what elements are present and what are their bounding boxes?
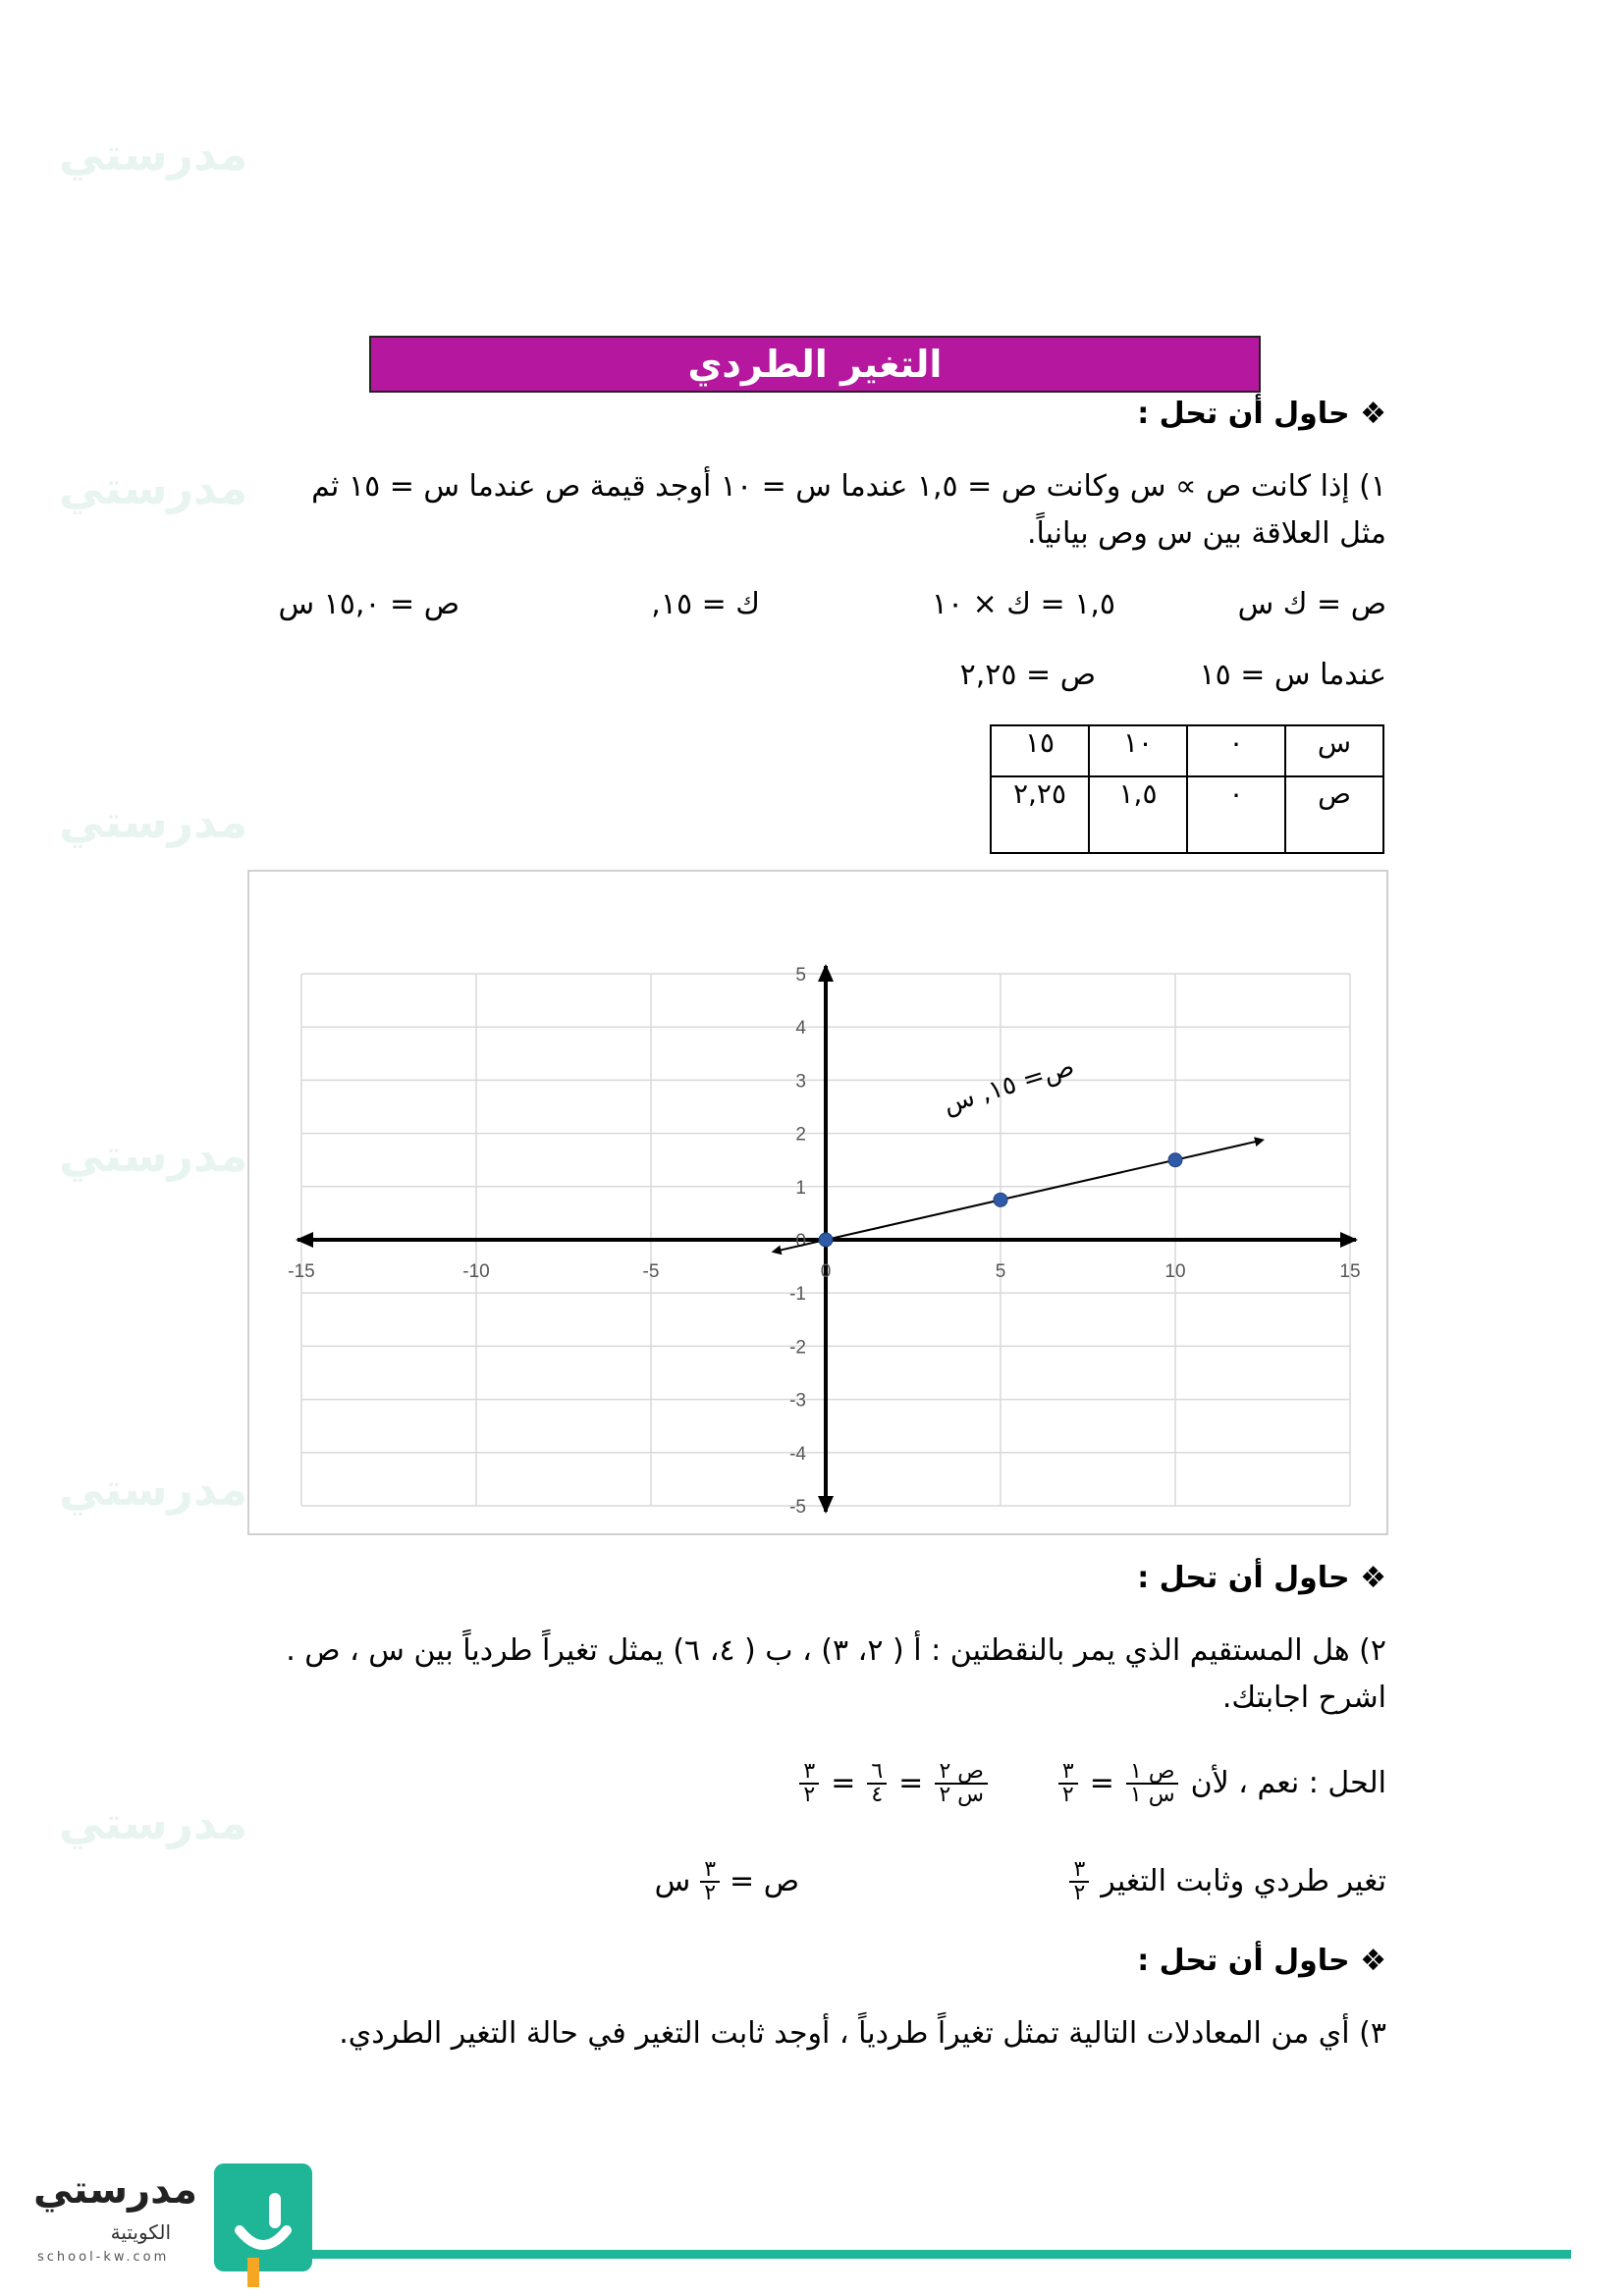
y-tick-label: -4 <box>789 1443 806 1465</box>
q2-y-equals: ص = <box>730 1864 799 1898</box>
table-row <box>991 776 1383 853</box>
chart-annotation: ص= ١٥, س <box>940 1051 1078 1120</box>
equals-sign: = <box>831 1766 856 1800</box>
fraction-numerator: ٣ <box>700 1859 720 1883</box>
q2-equation <box>655 1859 799 1904</box>
footer-logo <box>33 2160 279 2287</box>
page-title-banner <box>369 336 1261 393</box>
table-cell: ص <box>1285 776 1383 853</box>
fraction-y2-x2 <box>935 1761 988 1806</box>
fraction-denominator: ٢ <box>1061 1783 1074 1807</box>
data-point <box>994 1193 1007 1206</box>
q2-line-1: ٢) هل المستقيم الذي يمر بالنقطتين : أ ( ٢، ٣) ، ب ( ٤، ٦) يمثل تغيراً طردياً بين س ، ص . <box>286 1633 1386 1668</box>
q1-solution-b: ١,٥ = ك × ١٠ <box>931 587 1115 621</box>
footer-divider <box>295 2250 1571 2259</box>
q1-line-1: ١) إذا كانت ص ∝ س وكانت ص = ١,٥ عندما س = ١٠ أوجد قيمة ص عندما س = ١٥ ثم <box>311 469 1386 504</box>
y-tick-label: 1 <box>795 1177 806 1199</box>
page-title: التغير الطردي <box>687 343 943 386</box>
fraction-denominator: س ٢ <box>939 1783 984 1807</box>
q3-line-1: ٣) أي من المعادلات التالية تمثل تغيراً طردياً ، أوجد ثابت التغير في حالة التغير الطردي. <box>339 2016 1386 2051</box>
fraction-three-two <box>1058 1761 1078 1806</box>
fraction-three-two <box>700 1859 720 1904</box>
q1-solution-f: ص = ٢,٢٥ <box>959 658 1096 692</box>
x-tick-label: -15 <box>288 1261 315 1282</box>
q2-solution-row-1 <box>1058 1761 1386 1806</box>
y-tick-label: -1 <box>789 1284 806 1306</box>
logo-text: مدرستي <box>33 2167 198 2213</box>
fraction-denominator: س ١ <box>1129 1783 1175 1807</box>
logo-subtext: الكويتية <box>110 2220 171 2244</box>
fraction-numerator: ص ١ <box>1126 1761 1178 1785</box>
q2-conclusion: تغير طردي وثابت التغير <box>1101 1864 1386 1898</box>
watermark: مدرستي <box>59 1463 248 1516</box>
section-heading-1: ❖ حاول أن تحل : <box>1137 397 1386 431</box>
q2-solution-row-2 <box>1069 1859 1386 1904</box>
watermark: مدرستي <box>59 461 248 514</box>
y-tick-label: 4 <box>795 1018 806 1040</box>
fraction-denominator: ٢ <box>1073 1881 1086 1905</box>
table-cell: ١,٥ <box>1089 776 1187 853</box>
fraction-numerator: ٣ <box>799 1761 819 1785</box>
fraction-three-two <box>1069 1859 1089 1904</box>
fraction-six-four <box>867 1761 887 1806</box>
section-heading-2: ❖ حاول أن تحل : <box>1137 1561 1386 1595</box>
q1-line-2: مثل العلاقة بين س وص بيانياً. <box>1026 516 1386 551</box>
fraction-denominator: ٢ <box>803 1783 816 1807</box>
fraction-y1-x1 <box>1126 1761 1179 1806</box>
equals-sign: = <box>898 1766 924 1800</box>
watermark: مدرستي <box>59 795 248 848</box>
x-tick-label: 0 <box>820 1261 832 1282</box>
y-tick-label: -3 <box>789 1390 806 1412</box>
fraction-numerator: ٣ <box>1058 1761 1078 1785</box>
q1-solution-c: ك = ١٥, <box>651 587 760 621</box>
logo-mark-icon <box>177 2163 314 2287</box>
table-cell: ١٥ <box>991 725 1089 776</box>
y-tick-label: 5 <box>795 965 806 986</box>
table-cell: س <box>1285 725 1383 776</box>
x-tick-label: 10 <box>1164 1261 1186 1282</box>
table-cell: ٢,٢٥ <box>991 776 1089 853</box>
table-cell: ١٠ <box>1089 725 1187 776</box>
fraction-numerator: ٦ <box>867 1761 887 1785</box>
fraction-numerator: ٣ <box>1069 1859 1089 1883</box>
watermark: مدرستي <box>59 128 248 181</box>
y-tick-label: 2 <box>795 1124 806 1146</box>
q1-solution-a: ص = ك س <box>1237 587 1386 621</box>
logo-url: school-kw.com <box>37 2250 170 2265</box>
fraction-denominator: ٤ <box>871 1783 884 1807</box>
q1-solution-d: ص = ١٥,٠ س <box>278 587 460 621</box>
equals-sign: = <box>1089 1766 1114 1800</box>
q2-solution-label: الحل : نعم ، لأن <box>1190 1766 1386 1800</box>
fraction-denominator: ٢ <box>704 1881 717 1905</box>
section-heading-3: ❖ حاول أن تحل : <box>1137 1944 1386 1978</box>
chart-frame <box>248 871 1387 1534</box>
x-tick-label: -5 <box>642 1261 660 1282</box>
watermark: مدرستي <box>59 1796 248 1849</box>
x-tick-label: -10 <box>462 1261 490 1282</box>
q1-solution-e: عندما س = ١٥ <box>1199 658 1386 692</box>
y-tick-label: 3 <box>795 1071 806 1093</box>
q2-line-2: اشرح اجابتك. <box>1221 1681 1386 1715</box>
table-cell: ٠ <box>1187 776 1285 853</box>
data-point <box>1168 1153 1182 1167</box>
x-tick-label: 5 <box>995 1261 1006 1282</box>
y-tick-label: -2 <box>789 1337 806 1359</box>
q2-solution-row-1b <box>799 1761 988 1806</box>
graph-chart <box>247 870 1388 1535</box>
fraction-three-two <box>799 1761 819 1806</box>
data-point <box>819 1233 833 1247</box>
y-tick-label: -5 <box>789 1497 806 1518</box>
table-row <box>991 725 1383 776</box>
y-tick-label: 0 <box>795 1231 806 1252</box>
x-tick-label: 15 <box>1339 1261 1361 1282</box>
watermark: مدرستي <box>59 1129 248 1182</box>
table-cell: ٠ <box>1187 725 1285 776</box>
q2-variable-x: س <box>654 1864 691 1898</box>
values-table <box>990 724 1384 854</box>
fraction-numerator: ص ٢ <box>935 1761 987 1785</box>
